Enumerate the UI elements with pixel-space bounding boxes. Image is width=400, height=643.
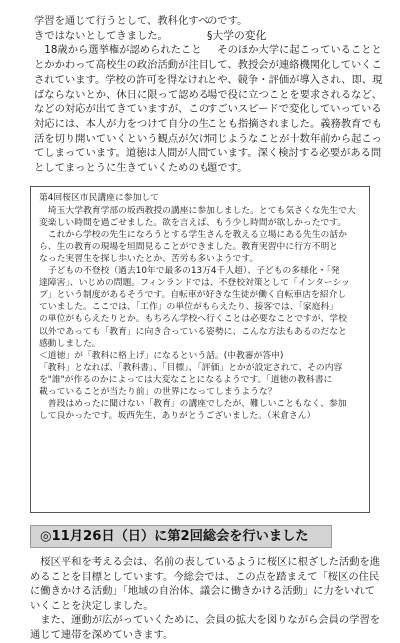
text-line: ばならないとか、休日に限って認める	[34, 88, 210, 101]
report-line: して良かったです。坂西先生、ありがとうございました。（米倉さん）	[39, 410, 316, 421]
text-line: 桜区平和を考える会は、名前の表しているように桜区に根ざした活動を進	[30, 556, 381, 568]
text-line: すごいスピードで変化していっている	[207, 103, 382, 116]
report-line: 埼玉大学教育学部の坂西教授の講座に参加しました。とても気さくな先生で大	[39, 206, 356, 217]
general-meeting-banner: ◎11月26日（日）に第2回総会を行いました	[30, 525, 332, 548]
text-line: きではないとしてきました。	[34, 29, 168, 42]
text-line: 学習を通じて行うとして、教科化すべ	[34, 15, 209, 27]
text-line: いくことを決定しました。	[30, 599, 154, 612]
report-line: ＜道徳」が「教科に格上げ」になるという話。(中教審が答申)	[39, 350, 284, 361]
report-title: 第4回桜区市民講座に参加して	[39, 193, 159, 203]
text-line: また、運動が広がっていくために、会員の拡大を図りながら会員の学習を	[30, 614, 381, 627]
text-line: されています。学校の許可を得なけれ	[34, 73, 209, 86]
text-line: 活を切り開いていくという観点が欠け	[34, 132, 210, 145]
report-line: 子どもの不登校（過去10年で最多の13万4千人超）、子どもの多様化・「発	[39, 266, 340, 277]
report-line: 変楽しい時間を過ごせました。欲を言えば、もう少し時間が欲しかったです。	[39, 218, 347, 229]
report-line: ら、生の教育の現場を垣間見ることができました。教育実習中に行方不明と	[39, 242, 339, 253]
report-line: の単位がもらえたりとか。もちろん学校へ行くことは必要なことですが、学校	[39, 314, 347, 325]
text-line: などの対応が出てきていますが、この	[34, 103, 210, 116]
report-line: 達障害」、いじめの問題。フィンランドでは、不登校対策として「インターシッ	[39, 278, 350, 289]
report-line: プ」という制度があるそうです。自転車が好きな生徒が働く自転車店を紹介し	[39, 290, 347, 301]
participant-report-box	[30, 186, 370, 513]
report-line: これから学校の先生になろうとする学生さんを教える立場にある先生の話か	[39, 230, 347, 241]
text-line: 通じて連帯を深めていきます。	[30, 628, 174, 641]
text-line: 対応には、本人が力をつけて自分の生	[34, 117, 210, 130]
text-line: 題です。	[207, 162, 248, 175]
text-line: 場で役に立つことを要求されるなど、	[207, 88, 383, 101]
text-line: に働きかける活動」「地域の自治体、議会に働きかける活動」に力をいれて	[30, 585, 375, 598]
report-line: なった実習生を探し歩いたとか、苦労も多いようです。	[39, 254, 259, 265]
report-line: 以外であっても「教育」に向き合っている姿勢に、こんな方法もあるのだなと	[39, 326, 347, 337]
left-text-column	[34, 14, 212, 176]
report-line: 普段はめったに聞けない「教育」の講座でしたが、難しいこともなく、参加	[39, 398, 347, 409]
text-line: のです。	[207, 15, 248, 27]
report-line: 載っていることが当たり前」の世界になってしまうような？	[39, 386, 277, 397]
text-line: そのほか大学に起こっていることと	[207, 44, 382, 57]
text-line: 同じようなことが十数年前から起こっ	[207, 132, 382, 145]
text-line: ことも指摘されました。義務教育でも	[207, 117, 383, 130]
text-line: めることを目標としています。今総会では、この点を踏まえて「桜区の住民	[30, 570, 380, 583]
text-line: 18歳から選挙権が認められたこと	[34, 44, 202, 57]
section-heading: §大学の変化	[207, 28, 267, 42]
report-line: ていました。ここでは、「工作」の単位がもらえたり、接客では、「家庭科」	[39, 302, 339, 313]
right-text-column	[207, 14, 385, 176]
text-line: して、教授会が連絡機関化していくこ	[207, 59, 382, 72]
text-line: とや、競争・評価が導入され、即、現	[207, 73, 383, 86]
report-line: を"誰"が作るのかによっては大変なことになるようです。「道徳の教科書に	[39, 374, 333, 385]
text-line: としてまっとうに生きていくためのも	[34, 162, 210, 175]
report-line: 「教科」となれば、「教科書」、「目標」、「評価」とかが設定されて、その内容	[39, 362, 343, 373]
meeting-summary-paragraph	[30, 555, 381, 643]
text-line: ています。深く検討する必要がある問	[207, 147, 382, 160]
text-line: とかかわって高校生の政治活動が注目	[34, 59, 209, 72]
text-line: てしまっています。道徳は人間が人間	[34, 147, 209, 160]
report-line: 感動しました。	[39, 338, 101, 349]
